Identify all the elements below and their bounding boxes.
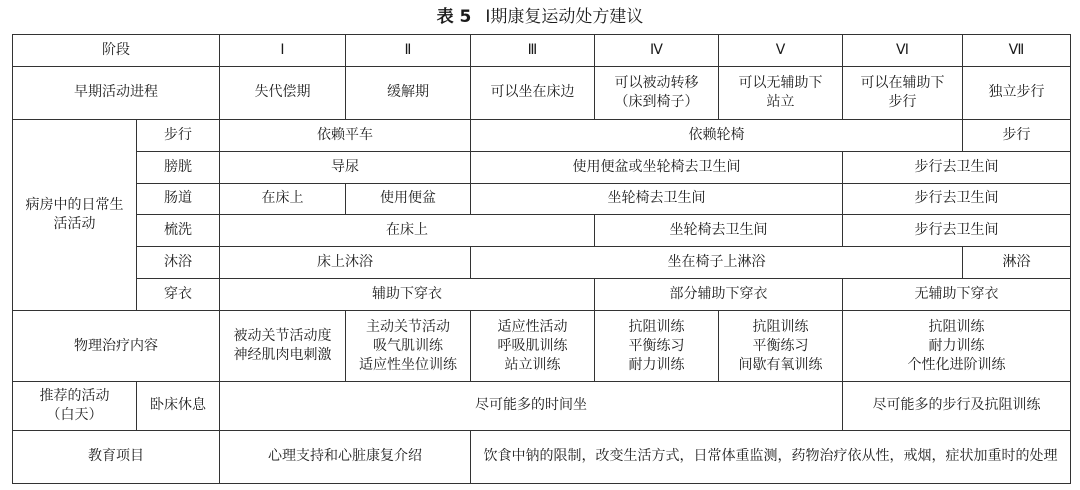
groom-label: 梳洗 bbox=[137, 215, 220, 247]
education-a: 心理支持和心脏康复介绍 bbox=[220, 430, 471, 483]
progress-row bbox=[13, 66, 1071, 119]
bladder-a: 导尿 bbox=[220, 151, 471, 183]
bladder-label: 膀胱 bbox=[137, 151, 220, 183]
bowel-c: 坐轮椅去卫生间 bbox=[471, 183, 843, 215]
dress-b: 部分辅助下穿衣 bbox=[595, 278, 843, 310]
bowel-row bbox=[13, 183, 1071, 215]
dress-label: 穿衣 bbox=[137, 278, 220, 310]
education-label: 教育项目 bbox=[13, 430, 220, 483]
bath-row bbox=[13, 247, 1071, 279]
daily-label: 病房中的日常生 活活动 bbox=[13, 120, 137, 311]
progress-item: 失代偿期 bbox=[220, 66, 346, 119]
walk-b: 依赖轮椅 bbox=[471, 120, 963, 152]
pt-phase-5: 抗阻训练 平衡练习 间歇有氧训练 bbox=[719, 310, 843, 382]
phase-6: Ⅵ bbox=[843, 35, 963, 67]
progress-item: 独立步行 bbox=[963, 66, 1071, 119]
table-caption: Ⅰ期康复运动处方建议 bbox=[485, 7, 644, 27]
table-title bbox=[0, 0, 1080, 34]
phase-5: Ⅴ bbox=[719, 35, 843, 67]
recommended-label: 推荐的活动 （白天） bbox=[13, 382, 137, 430]
progress-item: 可以无辅助下 站立 bbox=[719, 66, 843, 119]
walk-c: 步行 bbox=[963, 120, 1071, 152]
education-row bbox=[13, 430, 1071, 483]
bladder-b: 使用便盆或坐轮椅去卫生间 bbox=[471, 151, 843, 183]
groom-row bbox=[13, 215, 1071, 247]
education-b bbox=[471, 430, 1071, 483]
dress-row bbox=[13, 278, 1071, 310]
pt-phase-1: 被动关节活动度 神经肌肉电刺激 bbox=[220, 310, 346, 382]
bowel-label: 肠道 bbox=[137, 183, 220, 215]
pt-row bbox=[13, 310, 1071, 382]
education-b-text: 饮食中钠的限制，改变生活方式，日常体重监测，药物治疗依从性，戒烟，症状加重时的处理 bbox=[483, 448, 1058, 465]
walk-row bbox=[13, 120, 1071, 152]
pt-label: 物理治疗内容 bbox=[13, 310, 220, 382]
recommended-row bbox=[13, 382, 1071, 430]
bath-c: 淋浴 bbox=[963, 247, 1071, 279]
phase-7: Ⅶ bbox=[963, 35, 1071, 67]
groom-c: 步行去卫生间 bbox=[843, 215, 1071, 247]
bladder-c: 步行去卫生间 bbox=[843, 151, 1071, 183]
phase-2: Ⅱ bbox=[346, 35, 471, 67]
bladder-row bbox=[13, 151, 1071, 183]
walk-a: 依赖平车 bbox=[220, 120, 471, 152]
phase-1: Ⅰ bbox=[220, 35, 346, 67]
recommended-end: 尽可能多的步行及抗阻训练 bbox=[843, 382, 1071, 430]
bowel-a: 在床上 bbox=[220, 183, 346, 215]
progress-item: 可以坐在床边 bbox=[471, 66, 595, 119]
rehab-prescription-table bbox=[12, 34, 1071, 484]
bath-label: 沐浴 bbox=[137, 247, 220, 279]
recommended-mid: 尽可能多的时间坐 bbox=[220, 382, 843, 430]
progress-item: 可以在辅助下 步行 bbox=[843, 66, 963, 119]
bowel-d: 步行去卫生间 bbox=[843, 183, 1071, 215]
progress-label: 早期活动进程 bbox=[13, 66, 220, 119]
header-row bbox=[13, 35, 1071, 67]
dress-c: 无辅助下穿衣 bbox=[843, 278, 1071, 310]
dress-a: 辅助下穿衣 bbox=[220, 278, 595, 310]
stage-label: 阶段 bbox=[13, 35, 220, 67]
pt-phase-6-7: 抗阻训练 耐力训练 个性化进阶训练 bbox=[843, 310, 1071, 382]
table-number: 表 5 bbox=[436, 7, 472, 27]
phase-4: Ⅳ bbox=[595, 35, 719, 67]
progress-item: 可以被动转移 （床到椅子） bbox=[595, 66, 719, 119]
progress-item: 缓解期 bbox=[346, 66, 471, 119]
bath-b: 坐在椅子上淋浴 bbox=[471, 247, 963, 279]
phase-3: Ⅲ bbox=[471, 35, 595, 67]
walk-label: 步行 bbox=[137, 120, 220, 152]
groom-a: 在床上 bbox=[220, 215, 595, 247]
bath-a: 床上沐浴 bbox=[220, 247, 471, 279]
recommended-p1: 卧床休息 bbox=[137, 382, 220, 430]
pt-phase-4: 抗阻训练 平衡练习 耐力训练 bbox=[595, 310, 719, 382]
pt-phase-2: 主动关节活动 吸气肌训练 适应性坐位训练 bbox=[346, 310, 471, 382]
bowel-b: 使用便盆 bbox=[346, 183, 471, 215]
groom-b: 坐轮椅去卫生间 bbox=[595, 215, 843, 247]
pt-phase-3: 适应性活动 呼吸肌训练 站立训练 bbox=[471, 310, 595, 382]
